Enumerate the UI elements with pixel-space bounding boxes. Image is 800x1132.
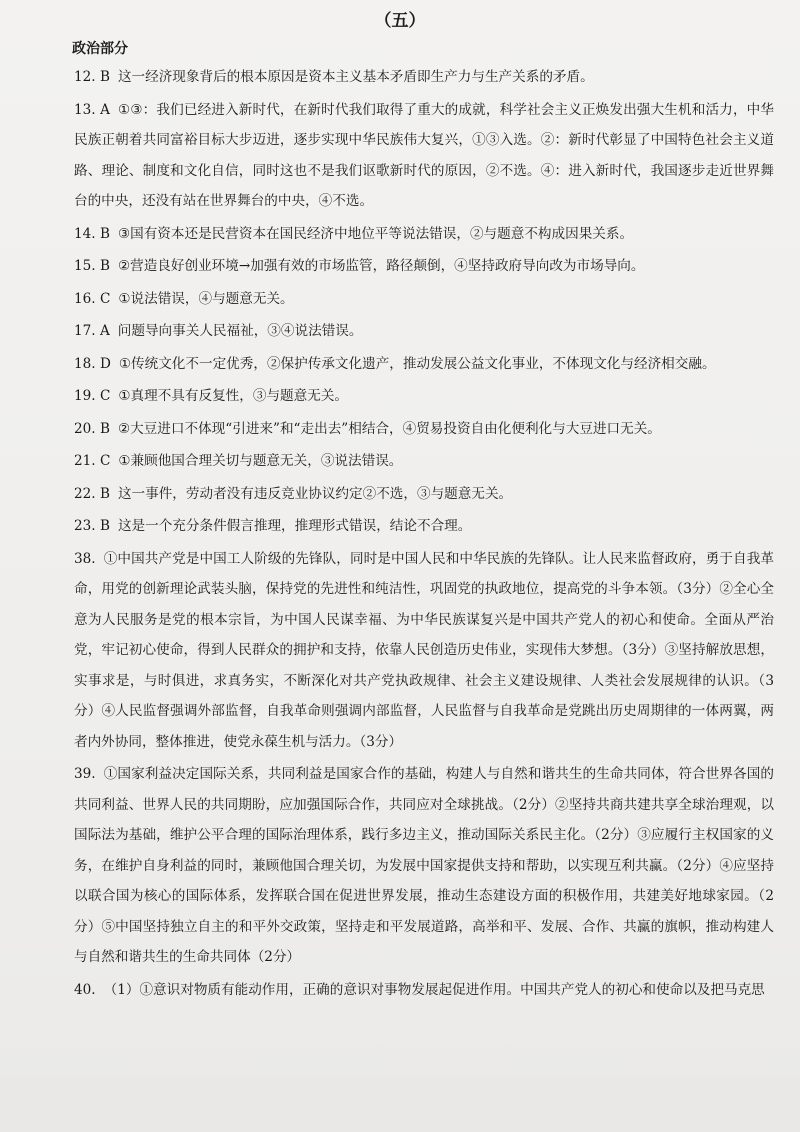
answer-number: 14. B [74,225,110,242]
answer-item-14 [74,219,774,250]
answer-text: ①传统文化不一定优秀，②保护传承文化遗产，推动发展公益文化事业，不体现文化与经济相交融。 [118,355,716,372]
answer-text: ①真理不具有反复性，③与题意无关。 [118,388,349,404]
answer-number: 39. [74,766,96,782]
answer-number: 19. C [74,388,111,404]
answer-number: 21. C [74,453,111,469]
answer-text: （1）①意识对物质有能动作用，正确的意识对事物发展起促进作用。中国共产党人的初心和使命以及把马克思 [103,981,765,998]
answer-text: ①兼顾他国合理关切与题意无关，③说法错误。 [118,453,403,469]
answer-text: 这一经济现象背后的根本原因是资本主义基本矛盾即生产力与生产关系的矛盾。 [117,69,594,85]
answer-item-20 [74,414,774,445]
answer-number: 40. [74,981,96,998]
answer-text: 问题导向事关人民福祉，③④说法错误。 [117,323,363,339]
answer-number: 38. [74,550,96,567]
answer-item-12 [74,62,774,93]
answer-number: 18. D [74,355,111,372]
answer-number: 22. B [74,485,110,502]
answer-number: 20. B [74,420,110,437]
answer-text: ②营造良好创业环境→加强有效的市场监管，路径颠倒，④坚持政府导向改为市场导向。 [117,258,645,274]
answer-text: ①③：我们已经进入新时代，在新时代我们取得了重大的成就，科学社会主义正焕发出强大生机和活力，中华民族正朝着共同富裕目标大步迈进，逐步实现中华民族伟大复兴，①③入选。②：新时代彰显了中国特色社会主义道路、理论、制度和文化自信，同时这也不是我们讴歌新时代的原因，②不选。④：进入新时代，我国逐步走近世界舞台的中央，还没有站在世界舞台的中央，④不选。 [74,101,774,209]
answer-text: ①国家利益决定国际关系，共同利益是国家合作的基础，构建人与自然和谐共生的生命共同体，符合世界各国的共同利益、世界人民的共同期盼，应加强国际合作，共同应对全球挑战。（2分）②坚持共商共建共享全球治理观，以国际法为基础，维护公平合理的国际治理体系，践行多边主义，推动国际关系民主化。（2分）③应履行主权国家的义务，在维护自身利益的同时，兼顾他国合理关切，为发展中国家提供支持和帮助，以实现互利共赢。（2分）④应坚持以联合国为核心的国际体系，发挥联合国在促进世界发展，推动生态建设方面的积极作用，共建美好地球家园。（2分）⑤中国坚持独立自主的和平外交政策，坚持走和平发展道路，高举和平、发展、合作、共赢的旗帜，推动构建人与自然和谐共生的生命共同体（2分） [74,766,774,965]
answer-number: 17. A [74,323,110,339]
answer-text: ①说法错误，④与题意无关。 [118,290,294,307]
answer-item-16 [74,284,774,315]
answer-item-40 [74,975,774,1006]
answer-item-21 [74,446,774,477]
answer-list [74,62,774,1007]
answer-text: ①中国共产党是中国工人阶级的先锋队，同时是中国人民和中华民族的先锋队。让人民来监督政府，勇于自我革命，用党的创新理论武装头脑，保持党的先进性和纯洁性，巩固党的执政地位，提高党的斗争本领。（3分）②全心全意为人民服务是党的根本宗旨，为中国人民谋幸福、为中华民族谋复兴是中国共产党人的初心和使命。全面从严治党，牢记初心使命，得到人民群众的拥护和支持，依靠人民创造历史伟业，实现伟大梦想。（3分）③坚持解放思想，实事求是，与时俱进，求真务实，不断深化对共产党执政规律、社会主义建设规律、人类社会发展规律的认识。（3分）④人民监督强调外部监督，自我革命则强调内部监督，人民监督与自我革命是党跳出历史周期律的一体两翼，两者内外协同，整体推进，使党永葆生机与活力。（3分） [74,550,774,750]
answer-text: 这一事件，劳动者没有违反竞业协议约定②不选，③与题意无关。 [117,485,513,502]
answer-item-18 [74,349,774,380]
answer-number: 15. B [74,258,110,274]
section-title: 政治部分 [72,41,128,57]
answer-item-19 [74,381,774,412]
answer-number: 13. A [74,101,110,118]
answer-number: 12. B [74,69,110,85]
answer-text: ②大豆进口不体现“引进来”和“走出去”相结合，④贸易投资自由化便利化与大豆进口无关。 [117,420,661,437]
answer-item-15 [74,251,774,282]
answer-item-17 [74,316,774,347]
answer-item-13 [74,95,774,217]
answer-item-39 [74,759,774,973]
page-title: （五） [374,11,426,31]
page-bottom-shade [0,1040,800,1132]
answer-item-23 [74,511,774,542]
answer-number: 16. C [74,290,111,307]
answer-text: ③国有资本还是民营资本在国民经济中地位平等说法错误，②与题意不构成因果关系。 [117,225,634,242]
answer-item-22 [74,479,774,510]
answer-number: 23. B [74,518,110,534]
answer-text: 这是一个充分条件假言推理，推理形式错误，结论不合理。 [117,518,472,534]
answer-item-38 [74,544,774,758]
